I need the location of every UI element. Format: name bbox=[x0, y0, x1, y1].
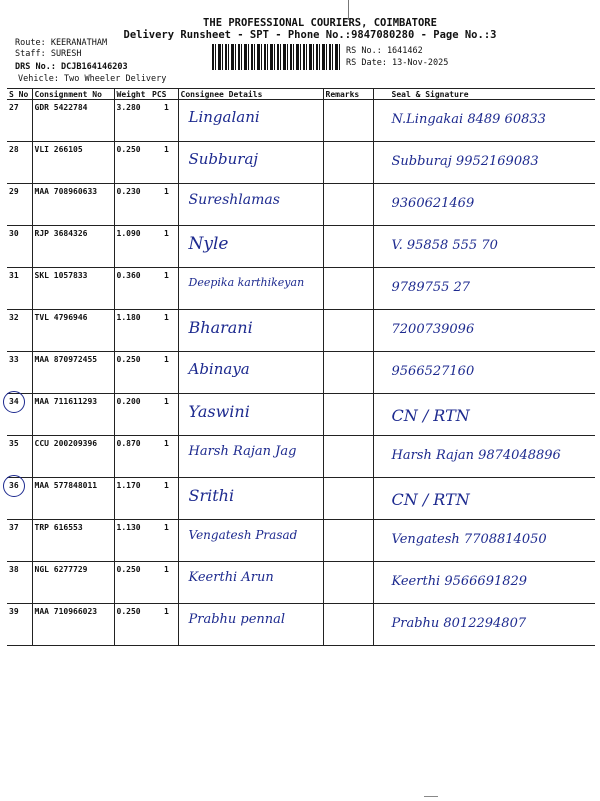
handwritten-signature: 7200739096 bbox=[391, 322, 475, 337]
drs-number: DRS No.: DCJB164146203 bbox=[15, 62, 128, 72]
cell-consignee bbox=[178, 520, 323, 562]
cell-weight: 0.230 bbox=[114, 184, 150, 226]
cell-sno bbox=[7, 520, 32, 562]
cell-seal bbox=[373, 100, 595, 142]
cell-weight: 0.250 bbox=[114, 352, 150, 394]
sno-text: 29 bbox=[9, 187, 19, 196]
cell-consignment: CCU 200209396 bbox=[32, 436, 114, 478]
cell-sno bbox=[7, 100, 32, 142]
handwritten-consignee: Vengatesh Prasad bbox=[188, 528, 298, 542]
cell-consignment: MAA 577848011 bbox=[32, 478, 114, 520]
cell-weight: 1.170 bbox=[114, 478, 150, 520]
table-row bbox=[7, 520, 595, 562]
cell-pcs: 1 bbox=[150, 394, 178, 436]
col-header-seal: Seal & Signature bbox=[373, 89, 595, 100]
handwritten-consignee: Subburaj bbox=[188, 150, 259, 168]
barcode bbox=[212, 44, 342, 70]
cell-consignee bbox=[178, 604, 323, 646]
cell-remarks bbox=[323, 310, 373, 352]
sno-text: 38 bbox=[9, 565, 19, 574]
cell-consignment: GDR 5422784 bbox=[32, 100, 114, 142]
table-row bbox=[7, 604, 595, 646]
rs-date: RS Date: 13-Nov-2025 bbox=[346, 58, 449, 68]
cell-seal bbox=[373, 226, 595, 268]
cell-remarks bbox=[323, 226, 373, 268]
handwritten-signature: 9360621469 bbox=[391, 196, 475, 211]
handwritten-signature: CN / RTN bbox=[391, 490, 470, 509]
table-row bbox=[7, 310, 595, 352]
table-row bbox=[7, 142, 595, 184]
cell-remarks bbox=[323, 352, 373, 394]
cell-seal bbox=[373, 352, 595, 394]
cell-seal bbox=[373, 184, 595, 226]
cell-consignee bbox=[178, 268, 323, 310]
cell-seal bbox=[373, 520, 595, 562]
cell-pcs: 1 bbox=[150, 562, 178, 604]
cell-consignee bbox=[178, 478, 323, 520]
sno-text: 33 bbox=[9, 355, 19, 364]
cell-consignment: MAA 870972455 bbox=[32, 352, 114, 394]
cell-weight: 3.280 bbox=[114, 100, 150, 142]
runsheet-table bbox=[7, 88, 595, 646]
cell-weight: 0.250 bbox=[114, 604, 150, 646]
handwritten-consignee: Bharani bbox=[188, 318, 253, 337]
cell-consignee bbox=[178, 142, 323, 184]
handwritten-consignee: Abinaya bbox=[188, 360, 250, 378]
cell-remarks bbox=[323, 562, 373, 604]
cell-remarks bbox=[323, 478, 373, 520]
cell-sno bbox=[7, 352, 32, 394]
cell-consignee bbox=[178, 394, 323, 436]
cell-consignment: MAA 710966023 bbox=[32, 604, 114, 646]
footer-mark bbox=[424, 796, 438, 801]
cell-seal bbox=[373, 436, 595, 478]
col-header-remarks: Remarks bbox=[323, 89, 373, 100]
sno-text: 36 bbox=[9, 481, 19, 490]
sno-text: 34 bbox=[9, 397, 19, 406]
cell-sno bbox=[7, 310, 32, 352]
handwritten-consignee: Yaswini bbox=[188, 402, 250, 421]
col-header-sno: S No bbox=[7, 89, 32, 100]
cell-sno bbox=[7, 268, 32, 310]
cell-pcs: 1 bbox=[150, 100, 178, 142]
sno-text: 31 bbox=[9, 271, 19, 280]
cell-consignment: MAA 708960633 bbox=[32, 184, 114, 226]
cell-consignment: VLI 266105 bbox=[32, 142, 114, 184]
handwritten-consignee: Lingalani bbox=[188, 108, 260, 126]
cell-seal bbox=[373, 394, 595, 436]
cell-seal bbox=[373, 604, 595, 646]
col-header-consignee: Consignee Details bbox=[178, 89, 323, 100]
sno-text: 28 bbox=[9, 145, 19, 154]
cell-sno bbox=[7, 604, 32, 646]
circle-mark bbox=[3, 475, 25, 497]
cell-weight: 1.090 bbox=[114, 226, 150, 268]
cell-pcs: 1 bbox=[150, 436, 178, 478]
cell-seal bbox=[373, 310, 595, 352]
handwritten-signature: N.Lingakai 8489 60833 bbox=[391, 112, 546, 127]
sno-text: 30 bbox=[9, 229, 19, 238]
cell-weight: 0.360 bbox=[114, 268, 150, 310]
handwritten-signature: 9789755 27 bbox=[391, 280, 471, 295]
table-header-row bbox=[7, 89, 595, 100]
cell-pcs: 1 bbox=[150, 184, 178, 226]
cell-sno bbox=[7, 436, 32, 478]
document-title: THE PROFESSIONAL COURIERS, COIMBATORE bbox=[203, 17, 437, 29]
cell-consignment: TRP 616553 bbox=[32, 520, 114, 562]
cell-sno bbox=[7, 226, 32, 268]
handwritten-signature: 9566527160 bbox=[391, 364, 475, 379]
cell-remarks bbox=[323, 604, 373, 646]
cell-sno bbox=[7, 394, 32, 436]
handwritten-consignee: Keerthi Arun bbox=[188, 570, 274, 585]
table-row bbox=[7, 184, 595, 226]
cell-sno bbox=[7, 142, 32, 184]
cell-consignment: NGL 6277729 bbox=[32, 562, 114, 604]
cell-remarks bbox=[323, 520, 373, 562]
sno-text: 27 bbox=[9, 103, 19, 112]
sno-text: 39 bbox=[9, 607, 19, 616]
cell-pcs: 1 bbox=[150, 226, 178, 268]
cell-consignment: TVL 4796946 bbox=[32, 310, 114, 352]
cell-seal bbox=[373, 268, 595, 310]
sno-text: 35 bbox=[9, 439, 19, 448]
cell-remarks bbox=[323, 394, 373, 436]
handwritten-signature: V. 95858 555 70 bbox=[391, 238, 498, 253]
staff-label: Staff: SURESH bbox=[15, 49, 82, 59]
cell-weight: 0.200 bbox=[114, 394, 150, 436]
handwritten-signature: Prabhu 8012294807 bbox=[391, 616, 527, 631]
cell-consignee bbox=[178, 100, 323, 142]
cell-consignment: MAA 711611293 bbox=[32, 394, 114, 436]
table-row bbox=[7, 100, 595, 142]
handwritten-consignee: Srithi bbox=[188, 486, 235, 505]
cell-remarks bbox=[323, 268, 373, 310]
cell-pcs: 1 bbox=[150, 352, 178, 394]
cell-seal bbox=[373, 478, 595, 520]
handwritten-consignee: Nyle bbox=[188, 234, 229, 254]
table-row bbox=[7, 478, 595, 520]
vehicle-label: Vehicle: Two Wheeler Delivery bbox=[18, 74, 167, 84]
cell-pcs: 1 bbox=[150, 520, 178, 562]
cell-consignee bbox=[178, 562, 323, 604]
cell-weight: 0.250 bbox=[114, 562, 150, 604]
cell-sno bbox=[7, 478, 32, 520]
cell-pcs: 1 bbox=[150, 478, 178, 520]
cell-consignee bbox=[178, 184, 323, 226]
cell-remarks bbox=[323, 184, 373, 226]
sno-text: 37 bbox=[9, 523, 19, 532]
cell-seal bbox=[373, 562, 595, 604]
table-row bbox=[7, 394, 595, 436]
table-row bbox=[7, 352, 595, 394]
circle-mark bbox=[3, 391, 25, 413]
sno-text: 32 bbox=[9, 313, 19, 322]
table-row bbox=[7, 226, 595, 268]
table-row bbox=[7, 436, 595, 478]
cell-pcs: 1 bbox=[150, 142, 178, 184]
cell-weight: 1.180 bbox=[114, 310, 150, 352]
handwritten-signature: Subburaj 9952169083 bbox=[391, 154, 539, 169]
handwritten-consignee: Sureshlamas bbox=[188, 192, 280, 208]
handwritten-consignee: Deepika karthikeyan bbox=[188, 276, 305, 289]
cell-consignee bbox=[178, 436, 323, 478]
cell-consignment: RJP 3684326 bbox=[32, 226, 114, 268]
handwritten-consignee: Harsh Rajan Jag bbox=[188, 444, 297, 459]
cell-sno bbox=[7, 562, 32, 604]
handwritten-consignee: Prabhu pennal bbox=[188, 612, 286, 627]
cell-weight: 0.250 bbox=[114, 142, 150, 184]
cell-seal bbox=[373, 142, 595, 184]
rs-number: RS No.: 1641462 bbox=[346, 46, 423, 56]
col-header-pcs: PCS bbox=[150, 89, 178, 100]
col-header-consignment: Consignment No bbox=[32, 89, 114, 100]
cell-remarks bbox=[323, 100, 373, 142]
col-header-weight: Weight bbox=[114, 89, 150, 100]
document-subtitle: Delivery Runsheet - SPT - Phone No.:9847080280 - Page No.:3 bbox=[123, 29, 497, 41]
cell-weight: 1.130 bbox=[114, 520, 150, 562]
cell-pcs: 1 bbox=[150, 604, 178, 646]
route-label: Route: KEERANATHAM bbox=[15, 38, 108, 48]
cell-consignee bbox=[178, 352, 323, 394]
handwritten-signature: Vengatesh 7708814050 bbox=[391, 532, 547, 547]
cell-consignee bbox=[178, 310, 323, 352]
handwritten-signature: Harsh Rajan 9874048896 bbox=[391, 448, 561, 463]
cell-consignee bbox=[178, 226, 323, 268]
cell-remarks bbox=[323, 436, 373, 478]
cell-pcs: 1 bbox=[150, 268, 178, 310]
handwritten-signature: Keerthi 9566691829 bbox=[391, 574, 528, 589]
table-row bbox=[7, 562, 595, 604]
cell-pcs: 1 bbox=[150, 310, 178, 352]
cell-remarks bbox=[323, 142, 373, 184]
cell-sno bbox=[7, 184, 32, 226]
handwritten-signature: CN / RTN bbox=[391, 406, 470, 425]
cell-consignment: SKL 1057833 bbox=[32, 268, 114, 310]
cell-weight: 0.870 bbox=[114, 436, 150, 478]
table-row bbox=[7, 268, 595, 310]
